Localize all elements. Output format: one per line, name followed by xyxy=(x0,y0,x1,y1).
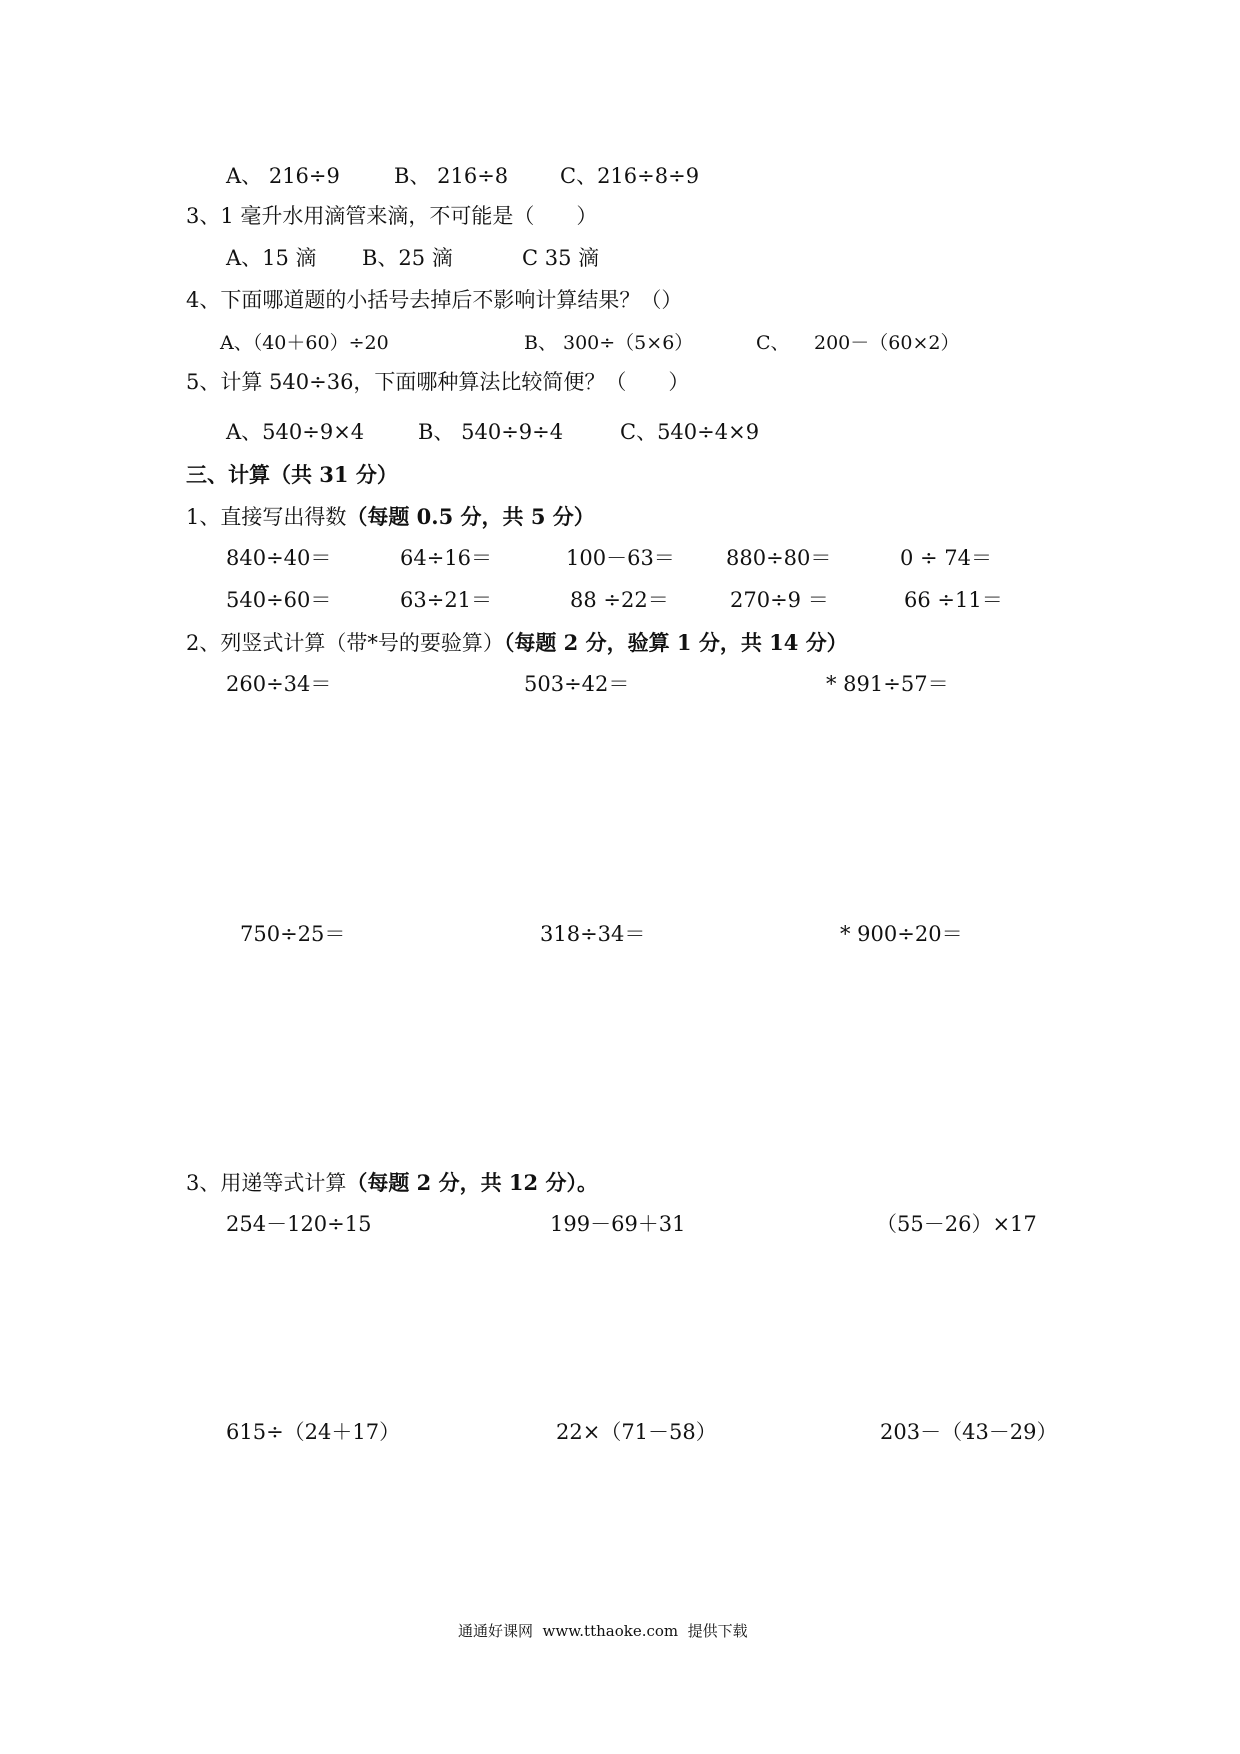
q3-question: 3、1 毫升水用滴管来滴，不可能是（ ） xyxy=(186,204,598,228)
part1-item: 840÷40＝ xyxy=(226,546,332,570)
part3-item: 254－120÷15 xyxy=(226,1212,372,1236)
part1-item: 540÷60＝ xyxy=(226,588,332,612)
part2-label-text: 2、列竖式计算（带*号的要验算） xyxy=(186,631,504,655)
q4-option-c-label: C、 xyxy=(756,332,790,354)
q4-option-a: A、（40＋60）÷20 xyxy=(220,332,389,354)
part1-item: 0 ÷ 74＝ xyxy=(900,546,993,570)
part3-label-text: 3、用递等式计算 xyxy=(186,1171,347,1195)
footer-text: 通通好课网 www.tthaoke.com 提供下载 xyxy=(458,1622,748,1640)
part2-item: * 900÷20＝ xyxy=(840,922,963,946)
part3-item: 615÷（24＋17） xyxy=(226,1420,401,1444)
q4-question: 4、下面哪道题的小括号去掉后不影响计算结果？（） xyxy=(186,288,683,312)
part3-item: （55－26）×17 xyxy=(876,1212,1037,1236)
q5-option-c: C、540÷4×9 xyxy=(620,420,760,444)
part3-score: （每题 2 分，共 12 分）。 xyxy=(346,1170,598,1195)
part1-item: 100－63＝ xyxy=(566,546,675,570)
part1-item: 880÷80＝ xyxy=(726,546,832,570)
part1-label xyxy=(186,506,595,528)
q2-option-c: C、216÷8÷9 xyxy=(560,164,700,188)
part2-label xyxy=(186,632,848,654)
part2-item: * 891÷57＝ xyxy=(826,672,949,696)
section3-title: 三、计算（共 31 分） xyxy=(186,462,398,487)
part2-item: 260÷34＝ xyxy=(226,672,332,696)
part2-score: （每题 2 分，验算 1 分，共 14 分） xyxy=(503,630,848,655)
part1-item: 66 ÷11＝ xyxy=(904,588,1003,612)
q3-option-a: A、15 滴 xyxy=(226,246,317,270)
part3-item: 22×（71－58） xyxy=(556,1420,717,1444)
q4-option-b: B、 300÷（5×6） xyxy=(524,332,694,354)
q3-option-b: B、25 滴 xyxy=(362,246,453,270)
part1-item: 64÷16＝ xyxy=(400,546,493,570)
part2-item: 503÷42＝ xyxy=(524,672,630,696)
part3-item: 199－69＋31 xyxy=(550,1212,686,1236)
part3-label xyxy=(186,1172,598,1194)
part1-item: 88 ÷22＝ xyxy=(570,588,669,612)
part1-item: 270÷9 ＝ xyxy=(730,588,829,612)
part2-item: 318÷34＝ xyxy=(540,922,646,946)
q4-option-c: 200－（60×2） xyxy=(814,332,960,354)
q2-option-b: B、 216÷8 xyxy=(394,164,509,188)
part1-item: 63÷21＝ xyxy=(400,588,493,612)
q5-option-b: B、 540÷9÷4 xyxy=(418,420,564,444)
part3-item: 203－（43－29） xyxy=(880,1420,1058,1444)
part1-score: （每题 0.5 分，共 5 分） xyxy=(346,504,595,529)
q5-question: 5、计算 540÷36，下面哪种算法比较简便？（ ） xyxy=(186,370,690,394)
part2-item: 750÷25＝ xyxy=(240,922,346,946)
part1-label-text: 1、直接写出得数 xyxy=(186,505,347,529)
q2-option-a: A、 216÷9 xyxy=(226,164,340,188)
q5-option-a: A、540÷9×4 xyxy=(226,420,365,444)
q3-option-c: C 35 滴 xyxy=(522,246,600,270)
